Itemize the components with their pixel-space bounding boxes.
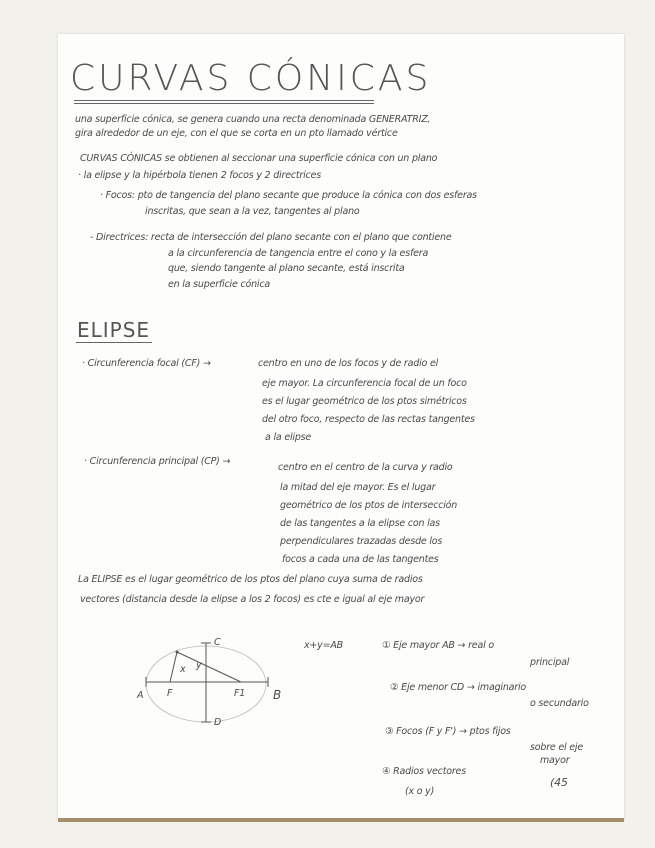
intro-line: una superficie cónica, se genera cuando una recta denominada GENERATRIZ, [75,114,431,125]
cp-text: geométrico de los ptos de intersección [280,500,458,511]
label-f1: F1 [234,688,246,699]
focos-line: inscritas, que sean a la vez, tangentes al plano [145,206,360,217]
definition-line: vectores (distancia desde la elipse a los 2 focos) es cte e igual al eje mayor [80,594,425,605]
directrices-line: - Directrices: recta de intersección del plano secante con el plano que contiene [90,232,452,243]
label-x: x [180,664,186,675]
label-y: y [196,660,202,671]
item-3: ③ Focos (F y F') → ptos fijos [385,726,511,737]
cf-text: a la elipse [265,432,312,443]
item-1: ① Eje mayor AB → real o [382,640,494,651]
cp-text: centro en el centro de la curva y radio [278,462,453,473]
section-title: ELIPSE [77,318,151,342]
item-2: ② Eje menor CD → imaginario [390,682,527,693]
focos-line: · Focos: pto de tangencia del plano secante que produce la cónica con dos esferas [100,190,477,201]
cp-text: la mitad del eje mayor. Es el lugar [280,482,436,493]
item-4-cont: (x o y) [405,786,435,797]
curvas-line: CURVAS CÓNICAS se obtienen al seccionar una superficie cónica con un plano [80,153,438,164]
directrices-line: que, siendo tangente al plano secante, está inscrita [168,263,405,274]
definition-line: La ELIPSE es el lugar geométrico de los ptos del plano cuya suma de radios [78,574,423,585]
label-f: F [167,688,173,699]
page-title: CURVAS CÓNICAS [70,58,432,99]
item-1-cont: principal [530,657,570,668]
intro-line: gira alrededor de un eje, con el que se corta en un pto llamado vértice [75,128,398,139]
elipse-hiperbola-line: · la elipse y la hipérbola tienen 2 focos y 2 directrices [78,170,321,181]
cf-text: eje mayor. La circunferencia focal de un foco [262,378,467,389]
cp-label: · Circunferencia principal (CP) → [84,456,231,467]
directrices-line: a la circunferencia de tangencia entre el cono y la esfera [168,248,429,259]
label-d: D [214,717,222,728]
item-4: ④ Radios vectores [382,766,466,777]
item-3-cont: mayor [540,755,570,766]
item-3-cont: sobre el eje [530,742,583,753]
item-2-cont: o secundario [530,698,589,709]
label-c: C [214,637,221,648]
cf-text: del otro foco, respecto de las rectas tangentes [262,414,475,425]
cp-text: perpendiculares trazadas desde los [280,536,443,547]
cf-text: es el lugar geométrico de los ptos simétricos [262,396,467,407]
cf-label: · Circunferencia focal (CF) → [82,358,211,369]
cp-text: de las tangentes a la elipse con las [280,518,440,529]
directrices-line: en la superficie cónica [168,279,270,290]
formula: x+y=AB [304,640,343,651]
label-a: A [137,690,144,701]
cf-text: centro en uno de los focos y de radio el [258,358,439,369]
label-b: B [273,688,282,702]
page-number: (45 [550,776,568,789]
cp-text: focos a cada una de las tangentes [282,554,439,565]
